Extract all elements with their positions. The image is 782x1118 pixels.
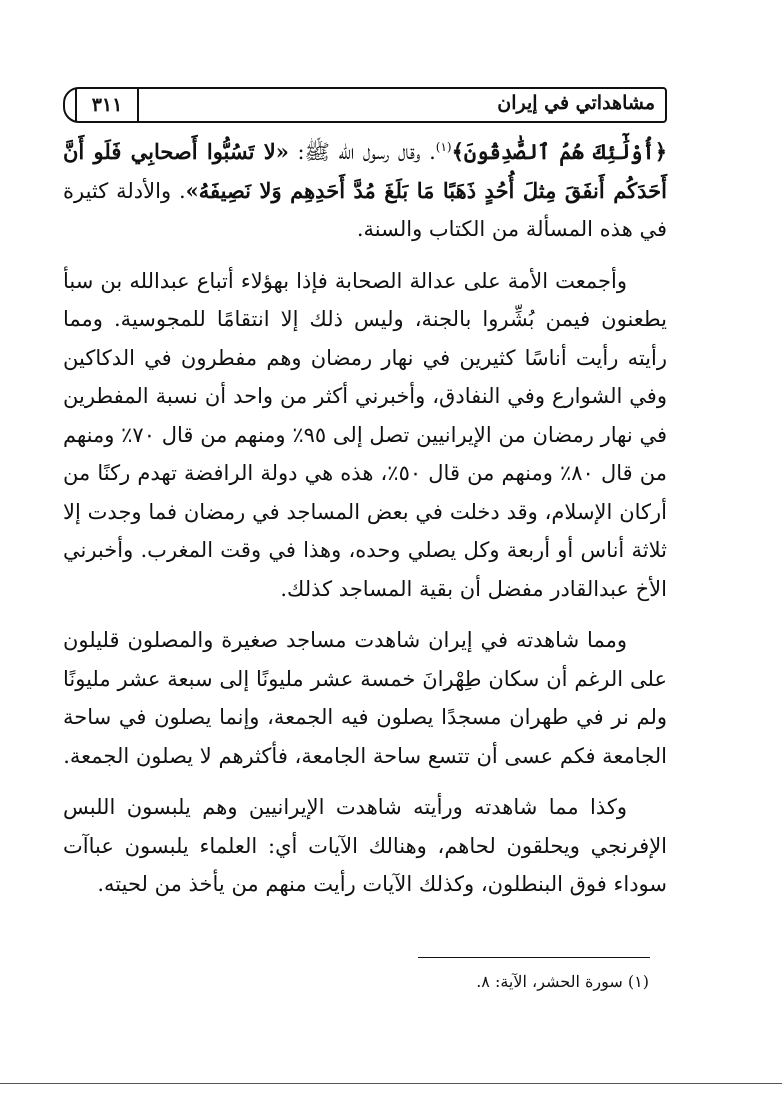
quran-verse: ﴿أُوْلَٰٓئِكَ هُمُ ٱلصَّٰدِقُونَ﴾ bbox=[451, 139, 667, 164]
page-number-box bbox=[75, 89, 139, 121]
footnote-text: (١) سورة الحشر، الآية: ٨. bbox=[476, 972, 649, 991]
footnote-reference: (١) bbox=[435, 140, 452, 154]
paragraph-3: ومما شاهدته في إيران شاهدت مساجد صغيرة والمصلون قليلون على الرغم أن سكان طِهْرانَ خمسة عشر مليونًا إلى سبعة عشر مليونًا ولم نر في طهران مسجدًا يصلون فيه الجمعة، وإنما يصلون في ساحة الجامعة فكم عسى أن تتسع ساحة الجامعة، فأكثرهم لا يصلون الجمعة. bbox=[63, 628, 667, 768]
paragraph-1 bbox=[63, 128, 667, 249]
main-text bbox=[63, 128, 667, 904]
paragraph-2: وأجمعت الأمة على عدالة الصحابة فإذا بهؤلاء أتباع عبدالله بن سبأ يطعنون فيمن بُشِّروا بالجنة، وليس ذلك إلا انتقامًا للمجوسية. ومما رأيته رأيت أناسًا كثيرين في نهار رمضان وهم مفطرون في الدكاكين وفي الشوارع وفي النفادق، وأخبرني أكثر من واحد أن نسبة المفطرين في نهار رمضان من الإيرانيين تصل إلى ٩٥٪ ومنهم من قال ٧٠٪ ومنهم من قال ٨٠٪ ومنهم من قال ٥٠٪، هذه هي دولة الرافضة تهدم ركنًا من أركان الإسلام، وقد دخلت في بعض المساجد في رمضان فما وجدت إلا ثلاثة أناس أو أربعة وكل يصلي وحده، وهذا في وقت المغرب. وأخبرني الأخ عبدالقادر مفضل أن بقية المساجد كذلك. bbox=[63, 268, 668, 601]
paragraph-4: وكذا مما شاهدته ورأيته شاهدت الإيرانيين وهم يلبسون اللبس الإفرنجي ويحلقون لحاهم، وهنالك الآيات أي: العلماء يلبسون عباآت سوداء فوق البنطلون، وكذلك الآيات رأيت منهم من يأخذ من لحيته. bbox=[63, 795, 667, 896]
page-header bbox=[63, 87, 667, 123]
page-number: ٣١١ bbox=[91, 94, 123, 116]
paragraph-1-rest: . والأدلة كثيرة في هذه المسألة من الكتاب والسنة. bbox=[63, 178, 667, 241]
hadith-intro: . وقال رسول الله ﷺ: bbox=[288, 140, 436, 164]
footnote-divider bbox=[418, 957, 650, 958]
page-bottom-line bbox=[0, 1083, 782, 1084]
hadith-quote: «لا تَسُبُّوا أَصحابِي فَلَو أَنَّ أَحَدَكُم أَنفَقَ مِثلَ أُحُدٍ ذَهَبًا مَا بَلَغَ مُدَّ أَحَدِهِم وَلا نَصِيفَهُ» bbox=[63, 139, 668, 203]
book-title: مشاهداتي في إيران bbox=[497, 92, 655, 114]
